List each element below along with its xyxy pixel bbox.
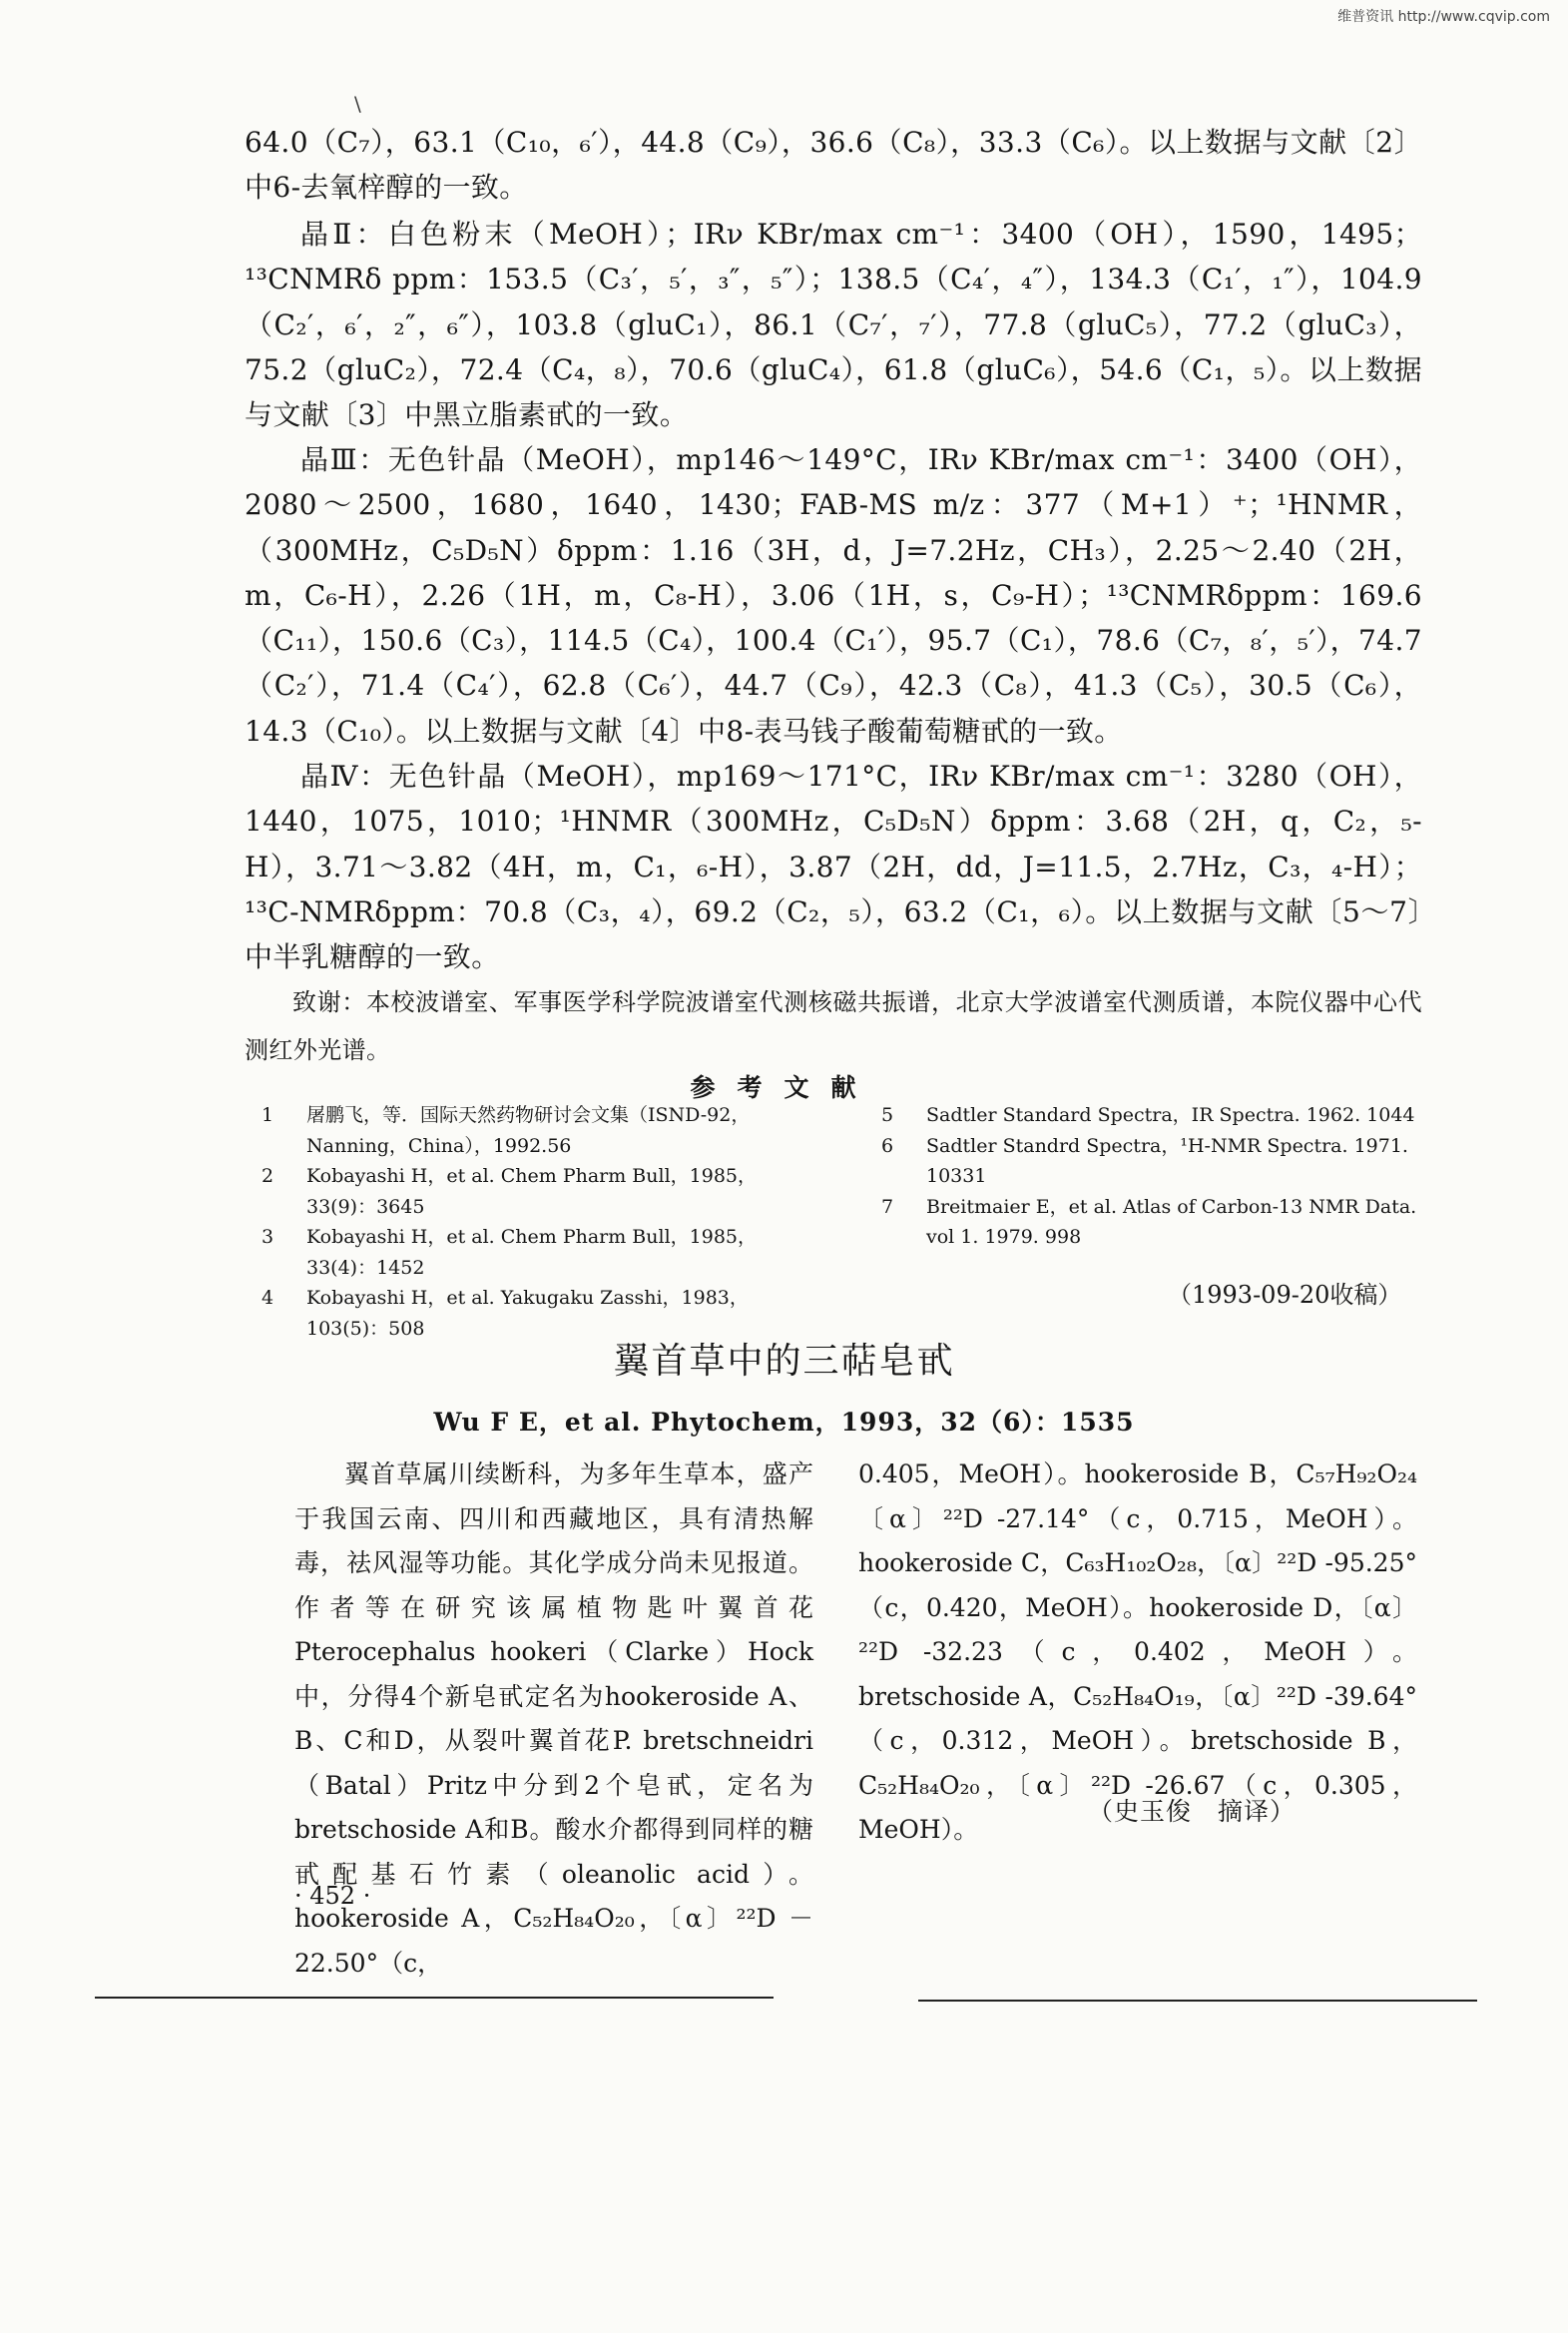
reference-text: Breitmaier E，et al. Atlas of Carbon-13 NMR Data. vol 1. 1979. 998: [926, 1195, 1417, 1248]
watermark: 维普资讯 http://www.cqvip.com: [1337, 9, 1550, 25]
translator-credit: （史玉俊 摘译）: [1088, 1797, 1297, 1826]
abstract-right-column: 0.405，MeOH）。hookeroside B，C₅₇H₉₂O₂₄〔α〕²²D -27.14°（c，0.715，MeOH）。hookeroside C，C₆₃H₁₀₂O₂₈，〔α〕²²D -95.25°（c，0.420，MeOH）。hookeroside D，〔α〕²²D -32.23（c，0.402，MeOH）。bretschoside A，C₅₂H₈₄O₁₉，〔α〕²²D -39.64°（c，0.312，MeOH）。bretschoside B，C₅₂H₈₄O₂₀，〔α〕²²D -26.67（c，0.305，MeOH）。: [858, 1459, 1417, 1844]
reference-item: [261, 1222, 820, 1283]
reference-number: 2: [261, 1165, 274, 1187]
reference-number: 1: [261, 1104, 274, 1126]
reference-number: 5: [881, 1104, 894, 1126]
continued-paragraph: 64.0（C₇），63.1（C₁₀，₆′），44.8（C₉），36.6（C₈），33.3（C₆）。以上数据与文献〔2〕中6-去氧梓醇的一致。: [245, 126, 1422, 205]
reference-text: Sadtler Standrd Spectra，¹H-NMR Spectra. 1971. 10331: [926, 1134, 1408, 1187]
article-title: 翼首草中的三萜皂甙: [613, 1341, 955, 1382]
reference-text: Kobayashi H，et al. Chem Pharm Bull，1985，33(9)：3645: [306, 1165, 758, 1218]
reference-item: [881, 1131, 1440, 1192]
references-right-column: [881, 1100, 1440, 1253]
page-number: · 452 ·: [294, 1882, 371, 1910]
reference-item: [261, 1161, 820, 1222]
crystal-2-paragraph: 晶Ⅱ：白色粉末（MeOH）；IRν KBr/max cm⁻¹：3400（OH），1590，1495；¹³CNMRδ ppm：153.5（C₃′，₅′，₃″，₅″）；138.5（C₄′，₄″），134.3（C₁′，₁″），104.9（C₂′，₆′，₂″，₆″），103.8（gluC₁），86.1（C₇′，₇′），77.8（gluC₅），77.2（gluC₃），75.2（gluC₂），72.4（C₄，₈），70.6（gluC₄），61.8（gluC₆），54.6（C₁，₅）。以上数据与文献〔3〕中黑立脂素甙的一致。: [245, 218, 1422, 432]
reference-item: [881, 1100, 1440, 1131]
references-heading: 参考文献: [690, 1073, 878, 1102]
reference-text: Sadtler Standard Spectra，IR Spectra. 1962. 1044: [926, 1104, 1415, 1126]
reference-item: [881, 1192, 1440, 1253]
references-left-column: [261, 1100, 820, 1344]
reference-text: Kobayashi H，et al. Chem Pharm Bull，1985，33(4)：1452: [306, 1226, 758, 1279]
received-date: （1993-09-20收稿）: [1168, 1281, 1402, 1309]
abstract-left-column: 翼首草属川续断科，为多年生草本，盛产于我国云南、四川和西藏地区，具有清热解毒，祛风湿等功能。其化学成分尚未见报道。作者等在研究该属植物匙叶翼首花 Pterocephalus hookeri（Clarke）Hock中，分得4个新皂甙定名为hookeroside A、B、C和D，从裂叶翼首花P. bretschneidri（Batal）Pritz中分到2个皂甙，定名为bretschoside A和B。酸水介都得到同样的糖甙配基石竹素（oleanolic acid）。hookeroside A，C₅₂H₈₄O₂₀，〔α〕²²D －22.50°（c，: [294, 1459, 813, 1978]
corner-mark: \: [354, 92, 361, 116]
reference-number: 4: [261, 1287, 274, 1309]
acknowledgement: 致谢：本校波谱室、军事医学科学院波谱室代测核磁共振谱，北京大学波谱室代测质谱，本院仪器中心代测红外光谱。: [245, 988, 1422, 1064]
reference-item: [261, 1100, 820, 1161]
crystal-4-paragraph: 晶Ⅳ：无色针晶（MeOH），mp169～171°C，IRν KBr/max cm⁻¹：3280（OH），1440，1075，1010；¹HNMR（300MHz，C₅D₅N）δppm：3.68（2H，q，C₂，₅-H），3.71～3.82（4H，m，C₁，₆-H），3.87（2H，dd，J=11.5，2.7Hz，C₃，₄-H）；¹³C-NMRδppm：70.8（C₃，₄），69.2（C₂，₅），63.2（C₁，₆）。以上数据与文献〔5～7〕中半乳糖醇的一致。: [245, 760, 1422, 974]
reference-text: 屠鹏飞，等．国际天然药物研讨会文集（ISND-92，Nanning，China），1992.56: [306, 1104, 751, 1157]
bottom-rule-right: [918, 2000, 1477, 2002]
article-source: Wu F E，et al. Phytochem，1993，32（6）：1535: [433, 1408, 1135, 1437]
reference-number: 7: [881, 1195, 894, 1218]
crystal-3-paragraph: 晶Ⅲ：无色针晶（MeOH），mp146～149°C，IRν KBr/max cm⁻¹：3400（OH），2080～2500，1680，1640，1430；FAB-MS m/z：377（M+1）⁺；¹HNMR，（300MHz，C₅D₅N）δppm：1.16（3H，d，J=7.2Hz，CH₃），2.25～2.40（2H，m，C₆-H），2.26（1H，m，C₈-H），3.06（1H，s，C₉-H）；¹³CNMRδppm：169.6（C₁₁），150.6（C₃），114.5（C₄），100.4（C₁′），95.7（C₁），78.6（C₇，₈′，₅′），74.7（C₂′），71.4（C₄′），62.8（C₆′），44.7（C₉），42.3（C₈），41.3（C₅），30.5（C₆），14.3（C₁₀）。以上数据与文献〔4〕中8-表马钱子酸葡萄糖甙的一致。: [245, 443, 1422, 748]
reference-number: 6: [881, 1134, 894, 1157]
reference-text: Kobayashi H，et al. Yakugaku Zasshi，1983，103(5)：508: [306, 1287, 749, 1340]
bottom-rule-left: [95, 1997, 774, 1999]
reference-number: 3: [261, 1226, 274, 1248]
